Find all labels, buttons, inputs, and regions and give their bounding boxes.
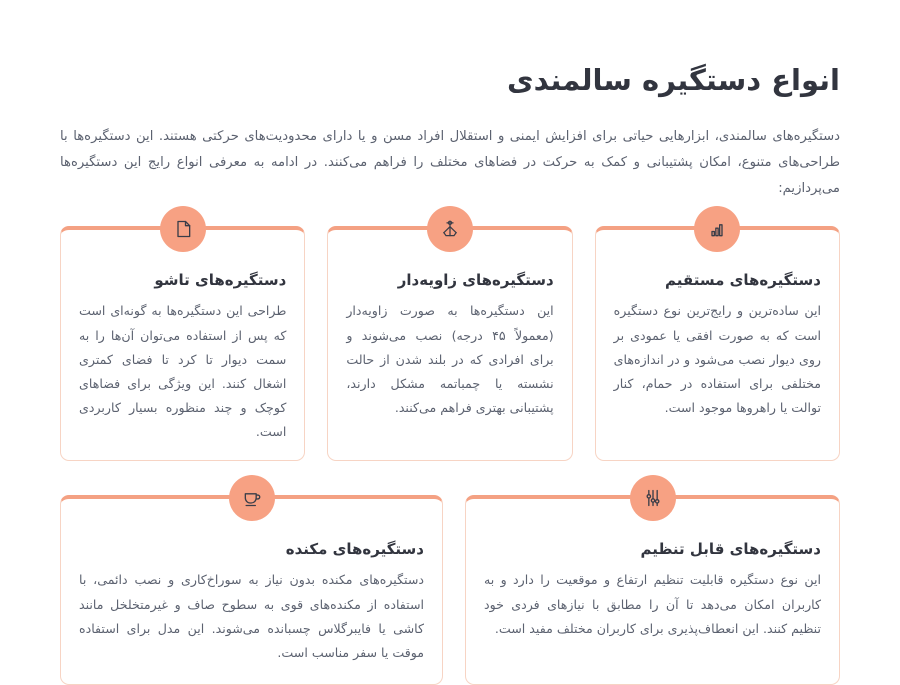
page-fold-icon — [160, 206, 206, 252]
intro-paragraph: دستگیره‌های سالمندی، ابزارهایی حیاتی برای افزایش ایمنی و استقلال افراد مسن و یا دارای محدودیت‌های حرکتی هستند. این دستگیره‌ها با طراحی‌های متنوع، امکان پشتیبانی و کمک به حرکت در فضاهای مختلف را فراهم می‌کنند. در ادامه به معرفی انواع رایج این دستگیره‌ها می‌پردازیم: — [60, 129, 840, 196]
card-body-text: طراحی این دستگیره‌ها به گونه‌ای است که پس از استفاده می‌توان آن‌ها را به سمت دیوار تا کرد تا فضای کمتری اشغال کنند. این ویژگی برای فضاهای کوچک و چند منظوره بسیار کاربردی است. — [79, 303, 287, 440]
card-row-bottom — [60, 495, 840, 685]
card-title: دستگیره‌های مکنده — [285, 540, 424, 559]
card-straight-handles[interactable] — [595, 226, 840, 461]
card-adjustable-handles[interactable] — [465, 495, 840, 685]
card-angled-handles[interactable] — [327, 226, 572, 461]
card-title: دستگیره‌های مستقیم — [665, 271, 821, 290]
card-body-text: این دستگیره‌ها به صورت زاویه‌دار (معمولاً ۴۵ درجه) نصب می‌شوند و برای افرادی که در بلند شدن از حالت نشسته یا چمباتمه مشکل دارند، پشتیبانی بهتری فراهم می‌کنند. — [346, 303, 554, 416]
page-root — [0, 62, 900, 662]
card-title: دستگیره‌های تاشو — [154, 271, 287, 290]
person-icon — [427, 206, 473, 252]
card-row-top — [60, 226, 840, 461]
file-icon — [694, 206, 740, 252]
card-suction-handles[interactable] — [60, 495, 443, 685]
cup-icon — [229, 475, 275, 521]
sliders-icon — [630, 475, 676, 521]
card-title: دستگیره‌های زاویه‌دار — [397, 271, 554, 290]
card-body-text: دستگیره‌های مکنده بدون نیاز به سوراخ‌کاری و نصب دائمی، با استفاده از مکنده‌های قوی به سطوح صاف و غیرمتخلخل مانند کاشی یا فایبرگلاس چسبانده می‌شوند. این مدل برای استفاده موقت یا سفر مناسب است. — [79, 572, 424, 660]
card-body-text: این نوع دستگیره قابلیت تنظیم ارتفاع و موقعیت را دارد و به کاربران امکان می‌دهد تا آن را مطابق با نیازهای فردی خود تنظیم کنند. این انعطاف‌پذیری برای کاربران مختلف مفید است. — [484, 572, 821, 636]
page-title: انواع دستگیره سالمندی — [507, 63, 840, 97]
card-folding-handles[interactable] — [60, 226, 305, 461]
card-title: دستگیره‌های قابل تنظیم — [640, 540, 821, 559]
card-body-text: این ساده‌ترین و رایج‌ترین نوع دستگیره است که به صورت افقی یا عمودی بر روی دیوار نصب می‌شود و در اندازه‌های مختلفی برای استفاده در حمام، کنار توالت یا راهروها موجود است. — [613, 303, 821, 416]
